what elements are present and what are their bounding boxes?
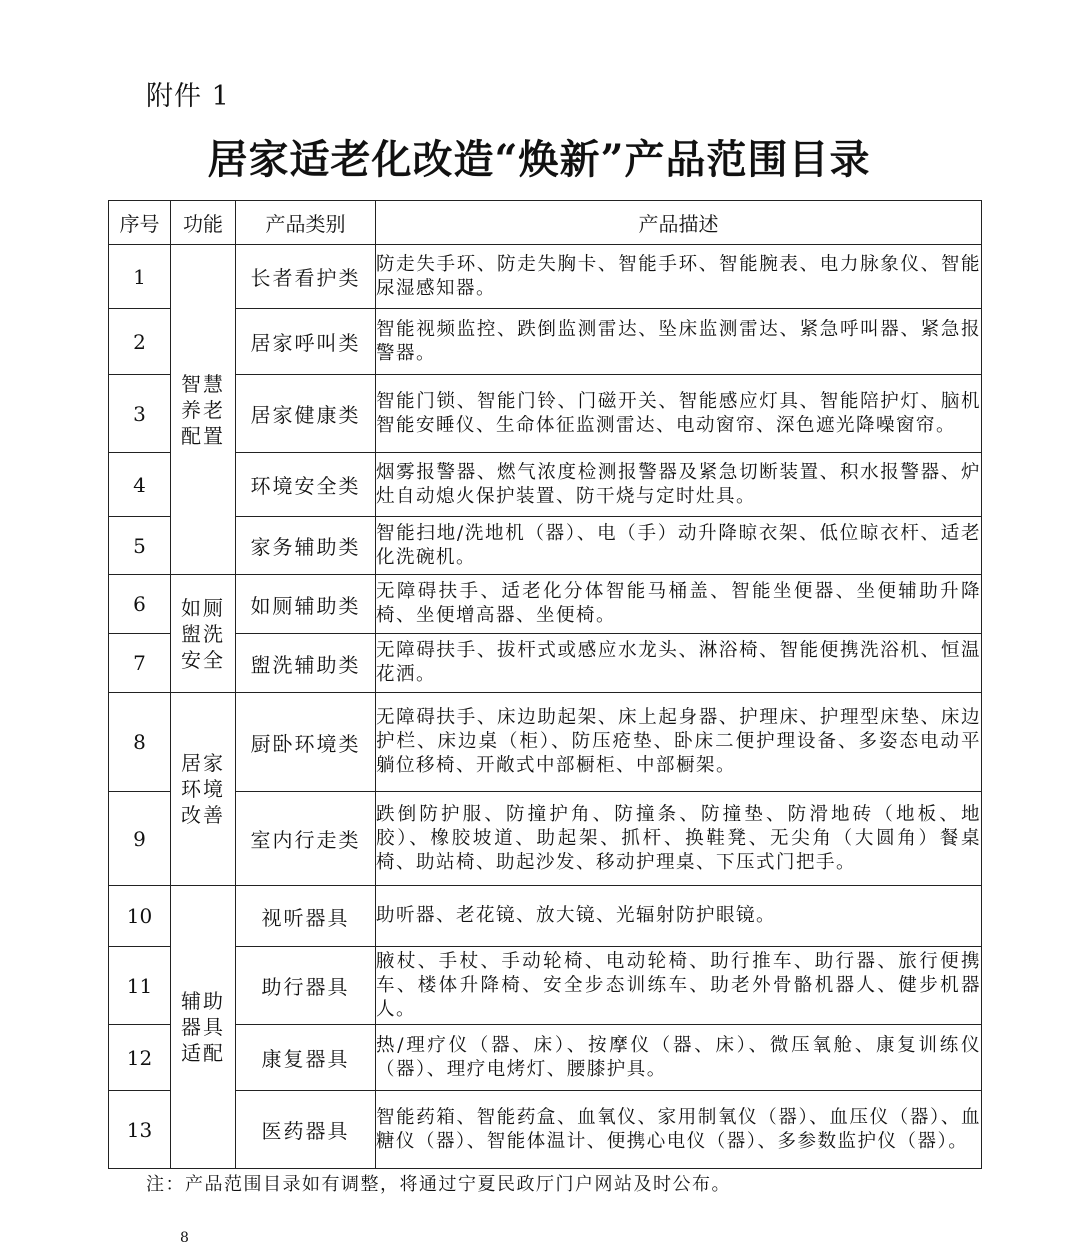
row-number: 11 <box>109 947 171 1025</box>
category-cell: 助行器具 <box>236 947 376 1025</box>
header-function: 功能 <box>171 201 236 245</box>
category-cell: 医药器具 <box>236 1091 376 1169</box>
row-number: 2 <box>109 309 171 375</box>
function-label: 如厕盥洗安全 <box>181 595 225 672</box>
description-cell: 热/理疗仪（器、床）、按摩仪（器、床）、微压氧舱、康复训练仪（器）、理疗电烤灯、腰膝护具。 <box>376 1025 982 1091</box>
row-number: 4 <box>109 453 171 517</box>
function-cell <box>171 575 236 693</box>
function-label: 辅助器具适配 <box>181 989 225 1065</box>
description-cell: 跌倒防护服、防撞护角、防撞条、防撞垫、防滑地砖（地板、地胶）、橡胶坡道、助起架、抓杆、换鞋凳、无尖角（大圆角）餐桌椅、助站椅、助起沙发、移动护理桌、下压式门把手。 <box>376 792 982 886</box>
table-row <box>109 792 982 886</box>
function-label: 居家环境改善 <box>181 751 225 827</box>
category-cell: 居家呼叫类 <box>236 309 376 375</box>
category-cell: 环境安全类 <box>236 453 376 517</box>
row-number: 6 <box>109 575 171 634</box>
description-cell: 无障碍扶手、适老化分体智能马桶盖、智能坐便器、坐便辅助升降椅、坐便增高器、坐便椅。 <box>376 575 982 634</box>
description-cell: 腋杖、手杖、手动轮椅、电动轮椅、助行推车、助行器、旅行便携车、楼体升降椅、安全步态训练车、助老外骨骼机器人、健步机器人。 <box>376 947 982 1025</box>
row-number: 3 <box>109 375 171 453</box>
function-cell <box>171 886 236 1169</box>
row-number: 5 <box>109 517 171 575</box>
description-cell: 烟雾报警器、燃气浓度检测报警器及紧急切断装置、积水报警器、炉灶自动熄火保护装置、防干烧与定时灶具。 <box>376 453 982 517</box>
row-number: 12 <box>109 1025 171 1091</box>
header-number: 序号 <box>109 201 171 245</box>
footnote: 注：产品范围目录如有调整，将通过宁夏民政厅门户网站及时公布。 <box>146 1174 731 1195</box>
category-cell: 长者看护类 <box>236 245 376 309</box>
table-row <box>109 634 982 693</box>
table-row <box>109 693 982 792</box>
product-catalog-table <box>108 200 982 1169</box>
table-row <box>109 453 982 517</box>
row-number: 10 <box>109 886 171 947</box>
category-cell: 盥洗辅助类 <box>236 634 376 693</box>
function-cell <box>171 245 236 575</box>
table-row <box>109 947 982 1025</box>
description-cell: 助听器、老花镜、放大镜、光辐射防护眼镜。 <box>376 886 982 947</box>
row-number: 1 <box>109 245 171 309</box>
page-number: 8 <box>180 1230 189 1246</box>
table-row <box>109 1025 982 1091</box>
table-row <box>109 309 982 375</box>
category-cell: 家务辅助类 <box>236 517 376 575</box>
category-cell: 室内行走类 <box>236 792 376 886</box>
table-row <box>109 1091 982 1169</box>
description-cell: 防走失手环、防走失胸卡、智能手环、智能腕表、电力脉象仪、智能尿湿感知器。 <box>376 245 982 309</box>
category-cell: 康复器具 <box>236 1025 376 1091</box>
function-cell <box>171 693 236 886</box>
table-row <box>109 575 982 634</box>
table-row <box>109 245 982 309</box>
attachment-label: 附件 1 <box>146 81 230 112</box>
table-row <box>109 886 982 947</box>
description-cell: 无障碍扶手、拔杆式或感应水龙头、淋浴椅、智能便携洗浴机、恒温花洒。 <box>376 634 982 693</box>
header-category: 产品类别 <box>236 201 376 245</box>
description-cell: 智能门锁、智能门铃、门磁开关、智能感应灯具、智能陪护灯、脑机智能安睡仪、生命体征监测雷达、电动窗帘、深色遮光降噪窗帘。 <box>376 375 982 453</box>
row-number: 9 <box>109 792 171 886</box>
table-row <box>109 517 982 575</box>
header-description: 产品描述 <box>376 201 982 245</box>
description-cell: 智能扫地/洗地机（器）、电（手）动升降晾衣架、低位晾衣杆、适老化洗碗机。 <box>376 517 982 575</box>
function-label: 智慧养老配置 <box>181 371 225 448</box>
description-cell: 智能药箱、智能药盒、血氧仪、家用制氧仪（器）、血压仪（器）、血糖仪（器）、智能体温计、便携心电仪（器）、多参数监护仪（器）。 <box>376 1091 982 1169</box>
table-header-row <box>109 201 982 245</box>
category-cell: 如厕辅助类 <box>236 575 376 634</box>
description-cell: 智能视频监控、跌倒监测雷达、坠床监测雷达、紧急呼叫器、紧急报警器。 <box>376 309 982 375</box>
category-cell: 视听器具 <box>236 886 376 947</box>
row-number: 7 <box>109 634 171 693</box>
table-row <box>109 375 982 453</box>
row-number: 8 <box>109 693 171 792</box>
row-number: 13 <box>109 1091 171 1169</box>
page-title: 居家适老化改造“焕新”产品范围目录 <box>207 136 871 183</box>
description-cell: 无障碍扶手、床边助起架、床上起身器、护理床、护理型床垫、床边护栏、床边桌（柜）、防压疮垫、卧床二便护理设备、多姿态电动平躺位移椅、开敞式中部橱柜、中部橱架。 <box>376 693 982 792</box>
category-cell: 居家健康类 <box>236 375 376 453</box>
category-cell: 厨卧环境类 <box>236 693 376 792</box>
